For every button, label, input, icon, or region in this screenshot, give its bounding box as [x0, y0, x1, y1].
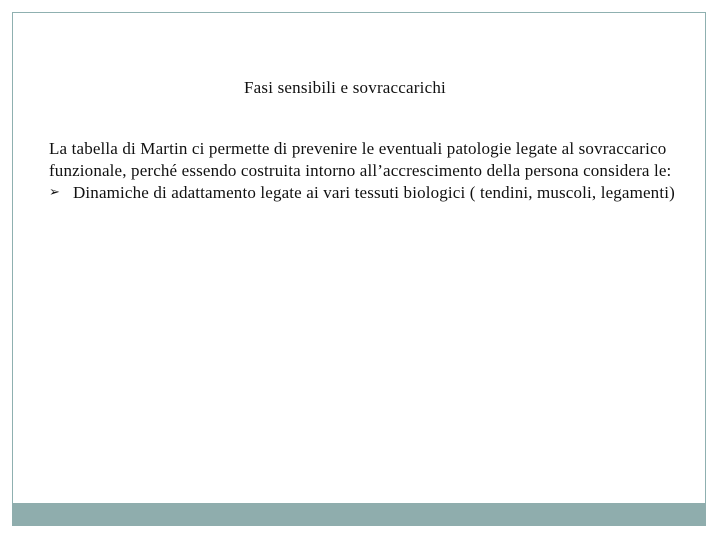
- slide-body: [49, 138, 689, 204]
- bullet-list: [49, 182, 689, 204]
- bullet-item: [49, 182, 689, 204]
- slide-title: Fasi sensibili e sovraccarichi: [244, 78, 446, 97]
- arrow-bullet-icon: ➢: [49, 185, 61, 200]
- footer-bar: [12, 503, 706, 526]
- bullet-text: Dinamiche di adattamento legate ai vari tessuti biologici ( tendini, muscoli, legamenti): [73, 183, 675, 202]
- body-paragraph: La tabella di Martin ci permette di prevenire le eventuali patologie legate al sovraccarico funzionale, perché essendo costruita intorno all’accrescimento della persona considera le:: [49, 139, 672, 180]
